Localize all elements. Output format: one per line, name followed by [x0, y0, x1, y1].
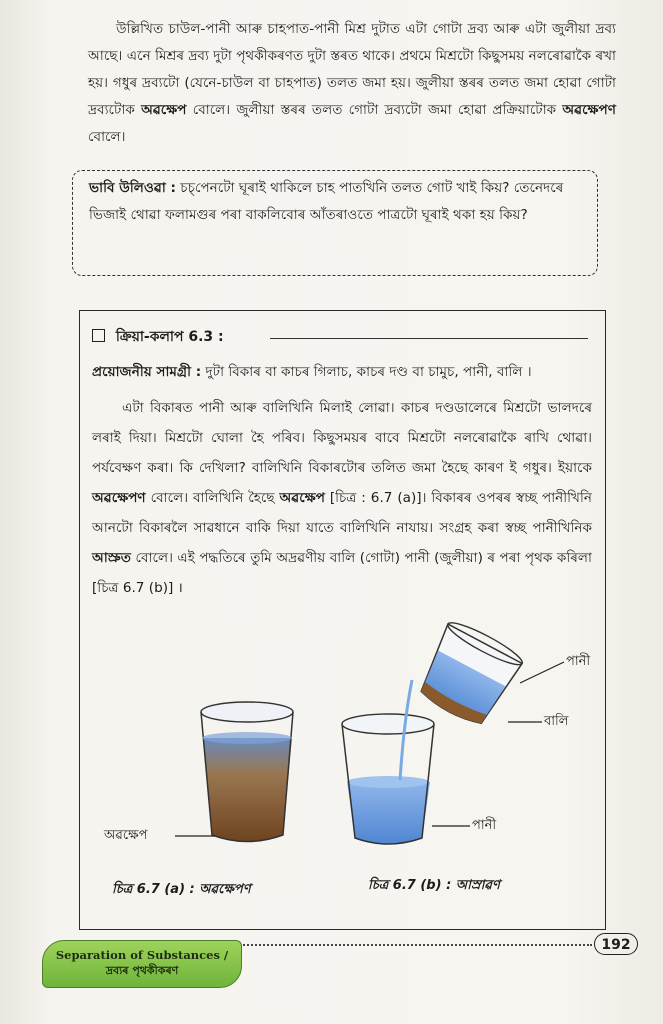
label-sediment: অৱক্ষেপ — [104, 828, 148, 843]
label-water-top: পানী — [566, 654, 591, 669]
beaker-pouring — [412, 617, 526, 731]
think-box-label: ভাবি উলিওৱা : — [89, 180, 176, 196]
activity-title: ক্ৰিয়া-কলাপ 6.3 : — [115, 329, 224, 345]
sediment-mixture — [203, 738, 292, 842]
caption-b: চিত্ৰ 6.7 (b) : আস্ৰাৱণ — [368, 878, 500, 893]
chapter-tab-title: Separation of Substances / — [55, 948, 229, 962]
materials-label: প্ৰয়োজনীয় সামগ্ৰী : — [92, 364, 202, 380]
footer-dotted-line — [236, 944, 592, 946]
clear-water — [347, 782, 430, 844]
intro-paragraph: উল্লিখিত চাউল-পানী আৰু চাহপাত-পানী মিশ্ৰ দুটাত এটা গোটা দ্ৰব্য আৰু এটা জুলীয়া দ্ৰব্য আছে। এনে মিশ্ৰৰ দ্ৰব্য দুটা পৃথকীকৰণত দুটা স্তৰত থাকে। প্ৰথমে মিশ্ৰটো কিছুসময় নলৰোৱাকৈ ৰখা হয়। গধুৰ দ্ৰব্যটো (যেনে-চাউল বা চাহপাত) তলত জমা হয়। জুলীয়া স্তৰৰ তলত জমা হোৱা গোটা দ্ৰব্যটোক অৱক্ষেপ বোলে। জুলীয়া স্তৰৰ তলত গোটা দ্ৰব্যটো জমা হোৱা প্ৰক্ৰিয়াটোক অৱক্ষেপণ বোলে। — [88, 21, 617, 145]
chapter-tab-subtitle: দ্ৰব্যৰ পৃথকীকৰণ — [105, 964, 179, 977]
think-box-text: চচ্‌পেনটো ঘূৰাই থাকিলে চাহ পাতখিনি তলত গোট খাই কিয়? তেনেদৰে ভিজাই থোৱা ফলামগুৰ পৰা বাকলিবোৰ আঁতৰাওতে পাত্ৰটো ঘূৰাই থকা হয় কিয়? — [89, 180, 564, 223]
chapter-tab — [42, 940, 242, 988]
label-sand: বালি — [544, 714, 569, 729]
page-number: 192 — [594, 933, 638, 955]
beaker-sedimentation — [201, 702, 293, 842]
materials-text: দুটা বিকাৰ বা কাচৰ গিলাচ, কাচৰ দণ্ড বা চামুচ, পানী, বালি । — [205, 364, 532, 380]
think-box — [72, 170, 598, 276]
beaker-decantate — [342, 714, 434, 844]
figure-beakers — [0, 310, 663, 910]
activity-paragraph: এটা বিকাৰত পানী আৰু বালিখিনি মিলাই লোৱা। কাচৰ দণ্ডডালেৰে মিশ্ৰটো ভালদৰে লৰাই দিয়া। মিশ্ৰটো ঘোলা হৈ পৰিব। কিছুসময়ৰ বাবে মিশ্ৰটো নলৰোৱাকৈ ৰাখি থোৱা। পৰ্যবেক্ষণ কৰা। কি দেখিলা? বালিখিনি বিকাৰটোৰ তলিত জমা হৈছে কাৰণ ই গধুৰ। ইয়াকে অৱক্ষেপণ বোলে। বালিখিনি হৈছে অৱক্ষেপ [চিত্ৰ : 6.7 (a)]। বিকাৰৰ ওপৰৰ স্বচ্ছ পানীখিনি আনটো বিকাৰলৈ সাৱধানে বাকি দিয়া যাতে বালিখিনি নাযায়। সংগ্ৰহ কৰা স্বচ্ছ পানীখিনিক আস্ৰুত বোলে। এই পদ্ধতিৰে তুমি অদ্ৰৱণীয় বালি (গোটা) পানী (জুলীয়া) ৰ পৰা পৃথক কৰিলা [চিত্ৰ 6.7 (b)] । — [92, 400, 592, 596]
term-sedimentation: অৱক্ষেপণ — [562, 102, 617, 118]
label-water-bottom: পানী — [472, 818, 497, 833]
caption-a: চিত্ৰ 6.7 (a) : অৱক্ষেপণ — [112, 882, 251, 897]
term-sediment: অৱক্ষেপ — [141, 102, 187, 118]
